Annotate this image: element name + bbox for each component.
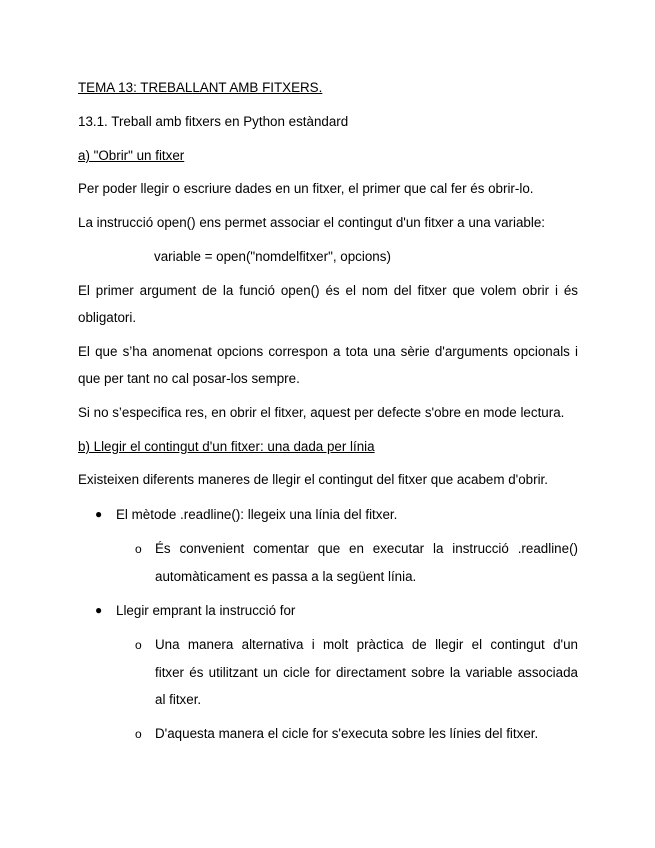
subitem-for-alternative-line2: fitxer és utilitzant un cicle for directament sobre la variable associada — [155, 665, 578, 680]
paragraph-options-line1: El que s’ha anomenat opcions correspon a tota una sèrie d'arguments opcionals i — [78, 344, 578, 359]
paragraph-read-methods: Existeixen diferents maneres de llegir el contingut del fitxer que acabem d'obrir. — [78, 472, 548, 487]
paragraph-first-argument-line2: obligatori. — [78, 310, 137, 325]
paragraph-open-instruction: La instrucció open() ens permet associar el contingut d'un fitxer a una variable: — [78, 215, 546, 230]
code-example: variable = open("nomdelfitxer", opcions) — [154, 249, 391, 264]
hollow-circle-bullet-icon: o — [135, 542, 142, 556]
filled-disc-bullet-icon: ● — [95, 507, 103, 521]
subitem-for-alternative-line3: al fitxer. — [155, 692, 202, 707]
bullet-for-loop: Llegir emprant la instrucció for — [116, 603, 296, 618]
paragraph-default-mode: Si no s’especifica res, en obrir el fitxer, aquest per defecte s'obre en mode lectura. — [78, 405, 565, 420]
paragraph-options-line2: que per tant no cal posar-los sempre. — [78, 371, 300, 386]
section-title: 13.1. Treball amb fitxers en Python estàndard — [78, 114, 349, 129]
subitem-for-execution: D'aquesta manera el cicle for s'executa sobre les línies del fitxer. — [155, 726, 539, 741]
paragraph-first-argument-line1: El primer argument de la funció open() és el nom del fitxer que volem obrir i és — [78, 283, 578, 298]
hollow-circle-bullet-icon: o — [135, 638, 142, 652]
subitem-readline-line2: automàticament es passa a la següent línia. — [155, 569, 417, 584]
subitem-readline-line1: És convenient comentar que en executar la instrucció .readline() — [155, 541, 578, 556]
filled-disc-bullet-icon: ● — [95, 603, 103, 617]
subheading-read-content: b) Llegir el contingut d'un fitxer: una dada per línia — [78, 439, 375, 454]
hollow-circle-bullet-icon: o — [135, 727, 142, 741]
bullet-readline: El mètode .readline(): llegeix una línia del fitxer. — [116, 507, 398, 522]
paragraph-open-intro: Per poder llegir o escriure dades en un fitxer, el primer que cal fer és obrir-lo. — [78, 181, 534, 196]
document-heading: TEMA 13: TREBALLANT AMB FITXERS. — [78, 80, 323, 95]
subitem-for-alternative-line1: Una manera alternativa i molt pràctica de llegir el contingut d'un — [155, 637, 578, 652]
subheading-open-file: a) "Obrir" un fitxer — [78, 148, 185, 163]
